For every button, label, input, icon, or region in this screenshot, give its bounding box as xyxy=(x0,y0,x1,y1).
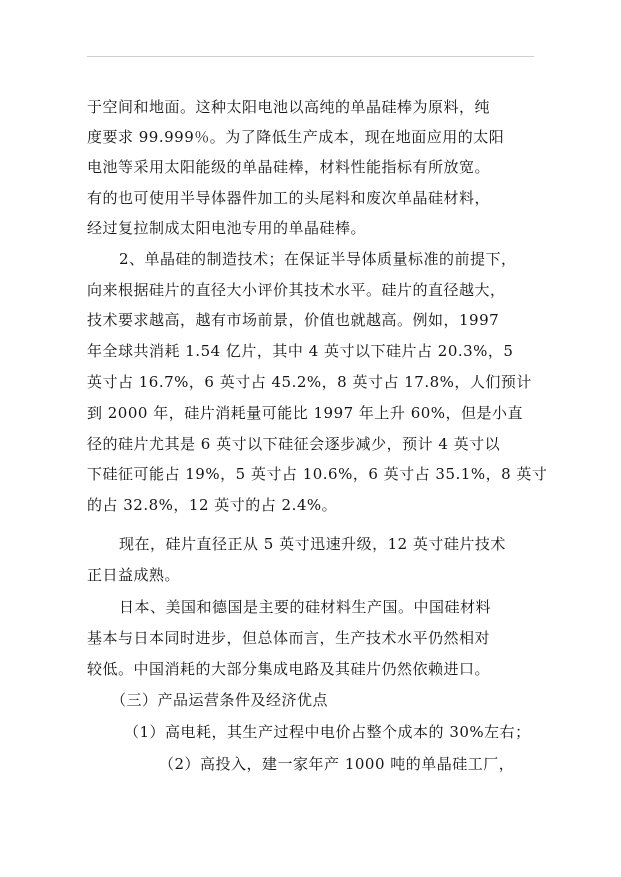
header-rule xyxy=(87,56,534,57)
text-line: 有的也可使用半导体器件加工的头尾料和废次单晶硅材料， xyxy=(87,189,491,207)
text-line: 现在，硅片直径正从 5 英寸迅速升级，12 英寸硅片技术 xyxy=(119,535,506,553)
text-line: 年全球共消耗 1.54 亿片，其中 4 英寸以下硅片占 20.3%，5 xyxy=(87,342,514,360)
text-line: 基本与日本同时进步，但总体而言，生产技术水平仍然相对 xyxy=(87,629,491,647)
list-item: （1）高电耗，其生产过程中电价占整个成本的 30%左右； xyxy=(124,723,531,741)
text-line: 2、单晶硅的制造技术；在保证半导体质量标准的前提下， xyxy=(119,250,517,268)
text-line: 经过复拉制成太阳电池专用的单晶硅棒。 xyxy=(87,219,367,237)
text-line: 技术要求越高，越有市场前景，价值也就越高。例如，1997 xyxy=(87,311,500,329)
text-line: 的占 32.8%，12 英寸的占 2.4%。 xyxy=(87,496,338,514)
text-line: 电池等采用太阳能级的单晶硅棒，材料性能指标有所放宽。 xyxy=(87,158,491,176)
text-line: 向来根据硅片的直径大小评价其技术水平。硅片的直径越大， xyxy=(87,281,506,299)
text-line: 下硅征可能占 19%，5 英寸占 10.6%，6 英寸占 35.1%，8 英寸 xyxy=(87,465,548,483)
text-line: 度要求 99.999％。为了降低生产成本，现在地面应用的太阳 xyxy=(87,128,505,146)
text-line: 较低。中国消耗的大部分集成电路及其硅片仍然依赖进口。 xyxy=(87,660,491,678)
list-item: （2）高投入，建一家年产 1000 吨的单晶硅工厂， xyxy=(159,755,515,773)
text-line: 正日益成熟。 xyxy=(87,566,181,584)
text-line: 于空间和地面。这种太阳电池以高纯的单晶硅棒为原料，纯 xyxy=(87,98,491,116)
section-heading: （三）产品运营条件及经济优点 xyxy=(111,691,329,709)
text-line: 径的硅片尤其是 6 英寸以下硅征会逐步减少，预计 4 英寸以 xyxy=(87,435,501,453)
text-line: 英寸占 16.7%，6 英寸占 45.2%，8 英寸占 17.8%，人们预计 xyxy=(87,373,532,391)
text-line: 日本、美国和德国是主要的硅材料生产国。中国硅材料 xyxy=(119,598,492,616)
text-line: 到 2000 年，硅片消耗量可能比 1997 年上升 60%，但是小直 xyxy=(87,404,524,422)
